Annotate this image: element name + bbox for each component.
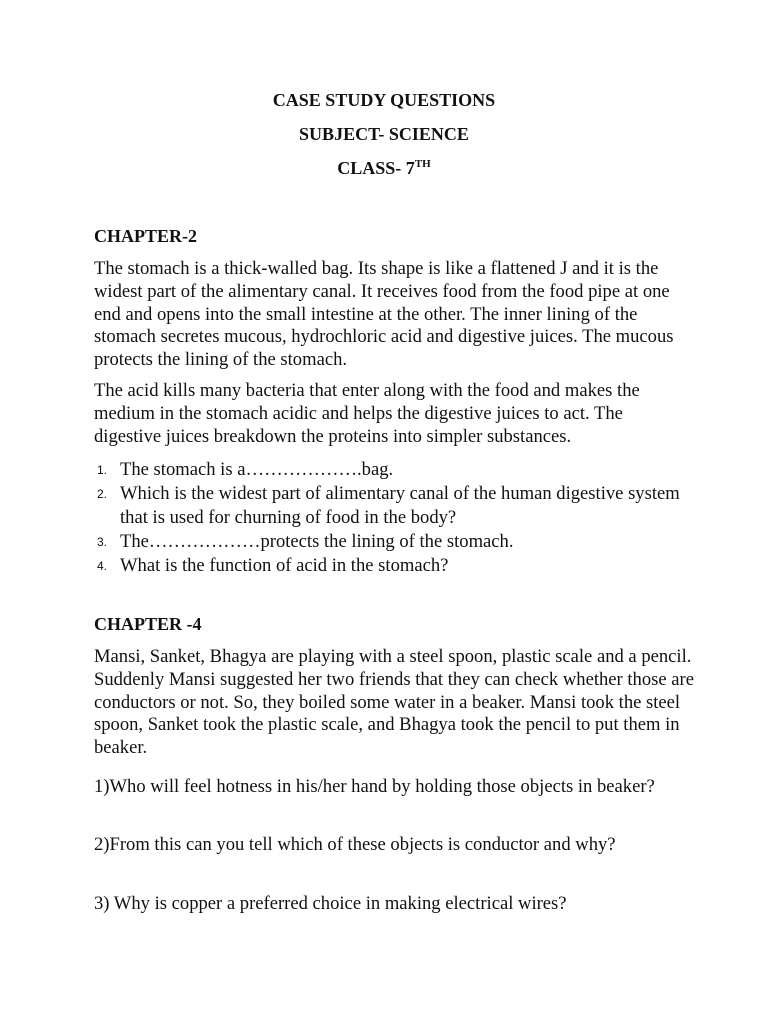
question-number: 1. [97,463,108,477]
question-number: 3. [97,535,108,549]
class-superscript: TH [414,158,431,170]
chapter-4-question-2: 2)From this can you tell which of these objects is conductor and why? [94,834,616,855]
chapter-4-paragraph: Mansi, Sanket, Bhagya are playing with a steel spoon, plastic scale and a pencil. Suddenly Mansi suggested her two friends that they can check whether those are conductors or not. So, they boiled some water in a beaker. Mansi took the steel spoon, Sanket took the plastic scale, and Bhagya took the pencil to put them in beaker. [94,646,694,759]
question-number: 4. [97,559,108,573]
class-heading [0,157,768,182]
chapter-2-paragraph-2: The acid kills many bacteria that enter along with the food and makes the medium in the stomach acidic and helps the digestive juices to act. The digestive juices breakdown the proteins into simpler substances. [94,380,640,447]
list-item [94,482,694,530]
chapter-4-question-1: 1)Who will feel hotness in his/her hand by holding those objects in beaker? [94,776,655,797]
question-text: The stomach is a……………….bag. [120,459,394,480]
question-number: 2. [97,487,108,501]
list-item [94,458,694,482]
subject-heading: SUBJECT- SCIENCE [299,124,469,144]
question-text: What is the function of acid in the stomach? [120,555,449,576]
chapter-2-heading: CHAPTER-2 [94,226,197,246]
chapter-2-paragraph-1: The stomach is a thick-walled bag. Its shape is like a flattened J and it is the widest part of the alimentary canal. It receives food from the food pipe at one end and opens into the small intestine at the other. The inner lining of the stomach secretes mucous, hydrochloric acid and digestive juices. The mucous protects the lining of the stomach. [94,258,674,371]
question-text: The………………protects the lining of the stomach. [120,531,514,552]
list-item [94,554,694,578]
chapter-4-question-3: 3) Why is copper a preferred choice in making electrical wires? [94,893,567,914]
class-label: CLASS- 7 [337,158,415,178]
document-title: CASE STUDY QUESTIONS [272,90,496,110]
question-text: Which is the widest part of alimentary canal of the human digestive system that is used for churning of food in the body? [120,483,680,528]
chapter-2-question-list [94,458,694,578]
chapter-4-heading: CHAPTER -4 [94,614,202,634]
list-item [94,530,694,554]
